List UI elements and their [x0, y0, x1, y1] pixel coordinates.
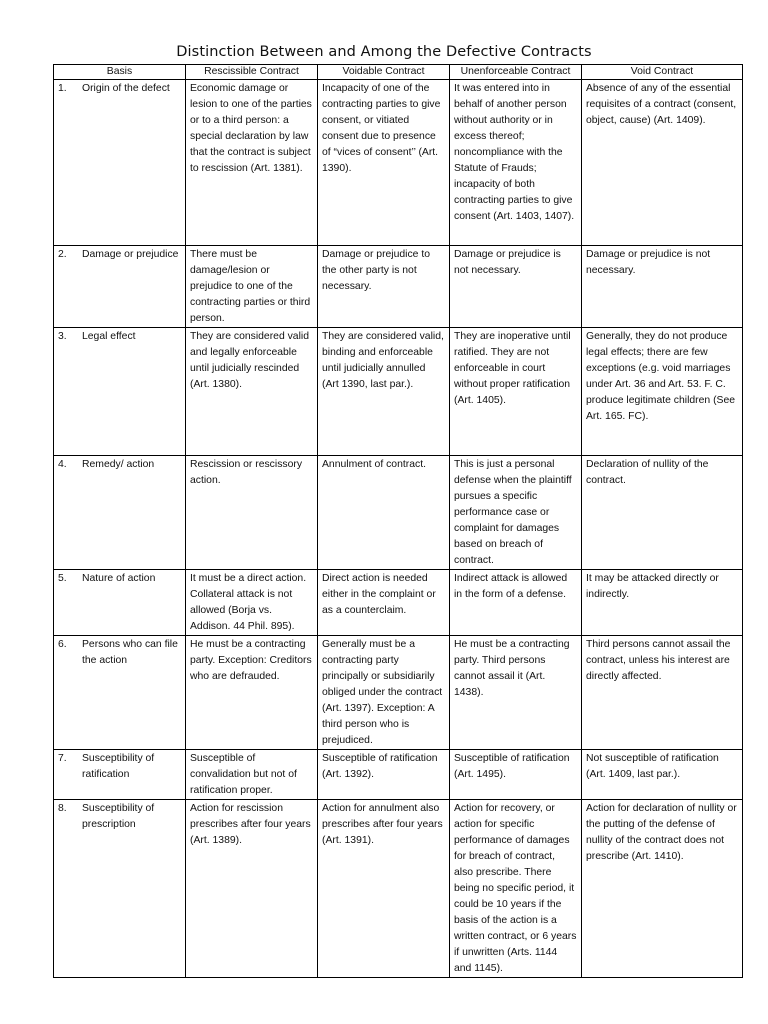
cell-void: Absence of any of the essential requisites of a contract (consent, object, cause) (Art. 1409). [582, 80, 743, 246]
table-row [54, 800, 743, 978]
basis-label: Origin of the defect [82, 83, 170, 94]
cell-void: Action for declaration of nullity or the putting of the defense of nullity of the contract does not prescribe (Art. 1410). [582, 800, 743, 978]
cell-basis [54, 246, 186, 328]
cell-basis [54, 570, 186, 636]
page-title: Distinction Between and Among the Defective Contracts [176, 44, 592, 60]
row-number: 6. [58, 639, 67, 650]
cell-voidable: Direct action is needed either in the complaint or as a counterclaim. [318, 570, 450, 636]
table-row [54, 636, 743, 750]
cell-void: Declaration of nullity of the contract. [582, 456, 743, 570]
cell-rescissible: There must be damage/lesion or prejudice to one of the contracting parties or third person. [186, 246, 318, 328]
basis-label: Damage or prejudice [82, 249, 179, 260]
header-unenforceable: Unenforceable Contract [450, 65, 582, 80]
basis-label: Remedy/ action [82, 459, 155, 470]
cell-voidable: Incapacity of one of the contracting parties to give consent, or vitiated consent due to presence of “vices of consent’’ (Art. 1390). [318, 80, 450, 246]
cell-basis [54, 456, 186, 570]
cell-basis [54, 800, 186, 978]
cell-voidable: Generally must be a contracting party principally or subsidiarily obliged under the contract (Art. 1397). Exception: A third person who is prejudiced. [318, 636, 450, 750]
cell-unenforceable: Susceptible of ratification (Art. 1495). [450, 750, 582, 800]
cell-basis [54, 328, 186, 456]
table-row [54, 456, 743, 570]
table-row [54, 246, 743, 328]
cell-basis [54, 636, 186, 750]
cell-rescissible: It must be a direct action. Collateral attack is not allowed (Borja vs. Addison. 44 Phil. 895). [186, 570, 318, 636]
row-number: 3. [58, 331, 67, 342]
cell-void: Generally, they do not produce legal effects; there are few exceptions (e.g. void marriages under Art. 36 and Art. 53. F. C. produce legitimate children (See Art. 165. FC). [582, 328, 743, 456]
header-voidable: Voidable Contract [318, 65, 450, 80]
row-number: 8. [58, 803, 67, 814]
basis-label: Legal effect [82, 331, 136, 342]
cell-void: Third persons cannot assail the contract, unless his interest are directly affected. [582, 636, 743, 750]
cell-unenforceable: Damage or prejudice is not necessary. [450, 246, 582, 328]
cell-unenforceable: This is just a personal defense when the plaintiff pursues a specific performance case or complaint for damages based on breach of contract. [450, 456, 582, 570]
cell-voidable: Annulment of contract. [318, 456, 450, 570]
cell-voidable: Damage or prejudice to the other party is not necessary. [318, 246, 450, 328]
basis-label: Nature of action [82, 573, 156, 584]
row-number: 4. [58, 459, 67, 470]
header-rescissible: Rescissible Contract [186, 65, 318, 80]
cell-rescissible: Economic damage or lesion to one of the parties or to a third person: a special declaration by law that the contract is subject to rescission (Art. 1381). [186, 80, 318, 246]
cell-void: Not susceptible of ratification (Art. 1409, last par.). [582, 750, 743, 800]
cell-voidable: Susceptible of ratification (Art. 1392). [318, 750, 450, 800]
cell-voidable: Action for annulment also prescribes after four years (Art. 1391). [318, 800, 450, 978]
cell-unenforceable: It was entered into in behalf of another person without authority or in excess thereof; noncompliance with the Statute of Frauds; incapacity of both contracting parties to give consent (Art. 1403, 1407). [450, 80, 582, 246]
cell-basis [54, 80, 186, 246]
table-row [54, 750, 743, 800]
cell-rescissible: They are considered valid and legally enforceable until judicially rescinded (Art. 1380). [186, 328, 318, 456]
cell-unenforceable: They are inoperative until ratified. They are not enforceable in court without proper ratification (Art. 1405). [450, 328, 582, 456]
cell-unenforceable: Indirect attack is allowed in the form of a defense. [450, 570, 582, 636]
row-number: 5. [58, 573, 67, 584]
header-void: Void Contract [582, 65, 743, 80]
cell-unenforceable: Action for recovery, or action for specific performance of damages for breach of contract, also prescribe. There being no specific period, it could be 10 years if the basis of the action is a written contract, or 6 years if unwritten (Arts. 1144 and 1145). [450, 800, 582, 978]
table-row [54, 80, 743, 246]
cell-unenforceable: He must be a contracting party. Third persons cannot assail it (Art. 1438). [450, 636, 582, 750]
table-row [54, 570, 743, 636]
basis-label: Susceptibility of prescription [82, 803, 155, 830]
comparison-table [53, 64, 743, 978]
row-number: 1. [58, 83, 67, 94]
cell-basis [54, 750, 186, 800]
cell-rescissible: Rescission or rescissory action. [186, 456, 318, 570]
cell-rescissible: Action for rescission prescribes after four years (Art. 1389). [186, 800, 318, 978]
basis-label: Persons who can file the action [82, 639, 178, 666]
table-row [54, 328, 743, 456]
cell-void: It may be attacked directly or indirectly. [582, 570, 743, 636]
row-number: 7. [58, 753, 67, 764]
cell-rescissible: He must be a contracting party. Exception: Creditors who are defrauded. [186, 636, 318, 750]
header-basis: Basis [54, 65, 186, 80]
header-row [54, 65, 743, 80]
basis-label: Susceptibility of ratification [82, 753, 155, 780]
cell-rescissible: Susceptible of convalidation but not of ratification proper. [186, 750, 318, 800]
cell-void: Damage or prejudice is not necessary. [582, 246, 743, 328]
row-number: 2. [58, 249, 67, 260]
cell-voidable: They are considered valid, binding and enforceable until judicially annulled (Art 1390, last par.). [318, 328, 450, 456]
